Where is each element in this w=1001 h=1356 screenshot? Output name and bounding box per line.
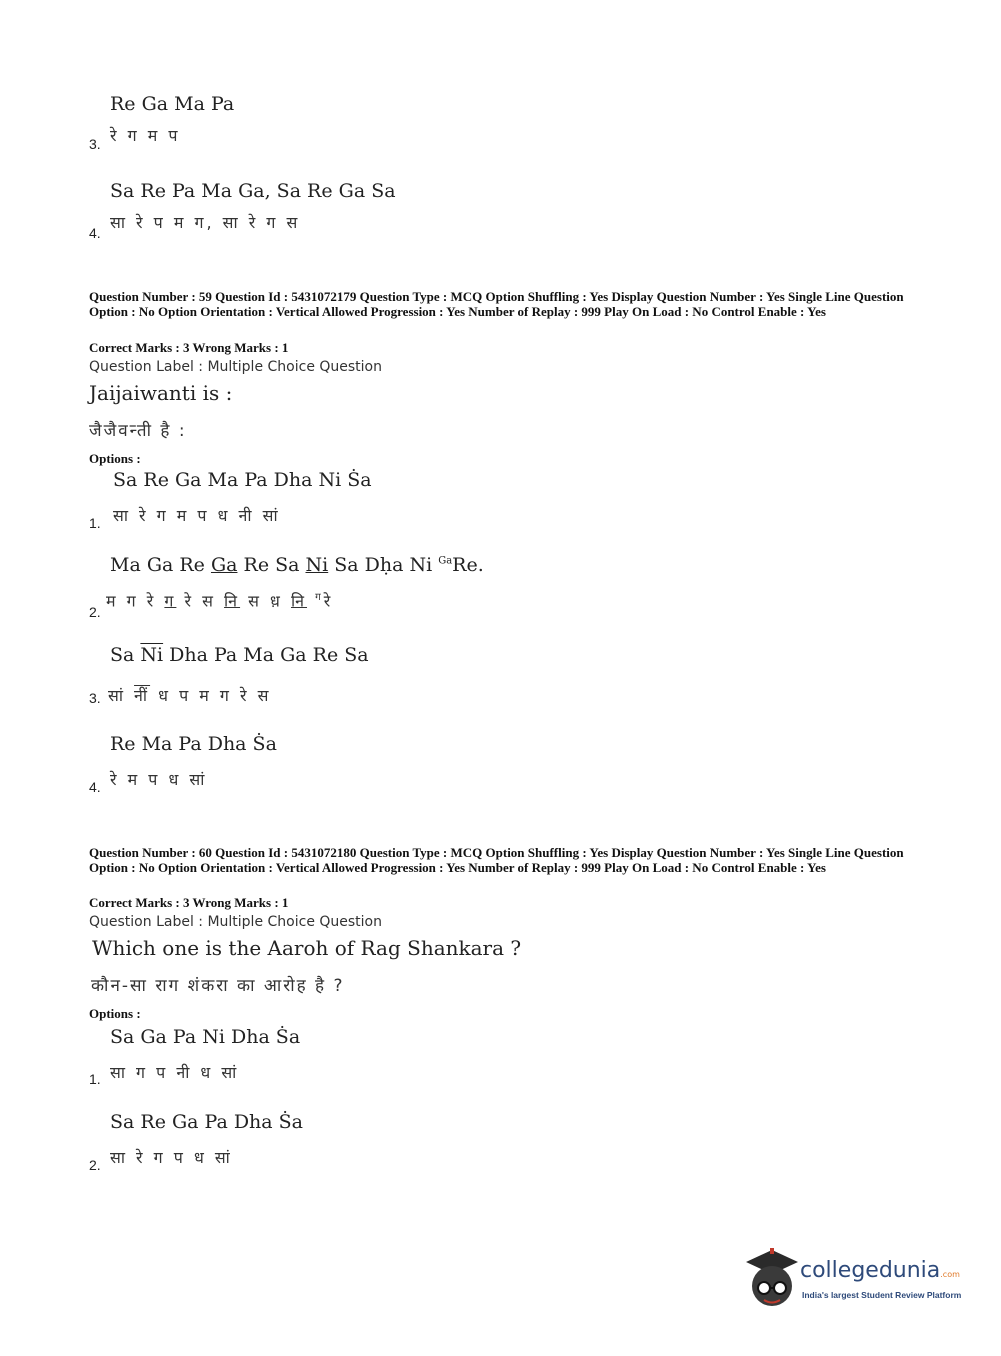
q59-option-1-number: 1. [89, 515, 101, 531]
q60-option-1-english: Sa Ga Pa Ni Dha Ṡa [110, 1026, 301, 1048]
prev-option-3-hindi: रे ग म प [110, 126, 181, 145]
q60-option-2-number: 2. [89, 1157, 101, 1173]
q59-question-english: Jaijaiwanti is : [89, 381, 233, 405]
q59-option-3-english: Sa $\overline{Ni}$ Dha Pa Ma Ga Re Sa [110, 644, 369, 666]
logo-name: collegedunia [800, 1258, 941, 1283]
prev-option-4-number: 4. [89, 225, 101, 241]
q59-option-4-number: 4. [89, 779, 101, 795]
collegedunia-logo [742, 1248, 972, 1318]
q60-label: Question Label : Multiple Choice Question [89, 914, 382, 930]
q59-option-4-english: Re Ma Pa Dha Ṡa [110, 733, 277, 755]
q59-label: Question Label : Multiple Choice Question [89, 359, 382, 375]
q60-question-hindi: कौन-सा राग शंकरा का आरोह है ? [91, 976, 345, 996]
q60-option-2-english: Sa Re Ga Pa Dha Ṡa [110, 1111, 303, 1133]
q59-option-1-english: Sa Re Ga Ma Pa Dha Ni Ṡa [113, 469, 372, 491]
q59-option-3-number: 3. [89, 690, 101, 706]
prev-option-4-hindi: सा रे प म ग, सा रे ग स [110, 213, 301, 232]
q59-option-2-number: 2. [89, 604, 101, 620]
q59-question-hindi: जैजैवन्ती है : [89, 421, 187, 441]
q59-meta: Question Number : 59 Question Id : 5431072179 Question Type : MCQ Option Shuffling : Yes Display Question Number : Yes Single Line Question Option : No Option Orientation : Vertical Allowed Progression : Yes Number of Replay : 999 Play On Load : No Control Enable : Yes [89, 289, 904, 319]
q60-meta: Question Number : 60 Question Id : 5431072180 Question Type : MCQ Option Shuffling : Yes Display Question Number : Yes Single Line Question Option : No Option Orientation : Vertical Allowed Progression : Yes Number of Replay : 999 Play On Load : No Control Enable : Yes [89, 845, 904, 875]
mascot-icon [742, 1248, 802, 1310]
q60-marks: Correct Marks : 3 Wrong Marks : 1 [89, 895, 289, 910]
logo-tagline: India's largest Student Review Platform [802, 1290, 962, 1300]
q60-option-1-number: 1. [89, 1071, 101, 1087]
q60-options-heading: Options : [89, 1006, 141, 1021]
q59-marks: Correct Marks : 3 Wrong Marks : 1 [89, 340, 289, 355]
q60-question-english: Which one is the Aaroh of Rag Shankara ? [92, 936, 522, 960]
prev-option-4-english: Sa Re Pa Ma Ga, Sa Re Ga Sa [110, 180, 396, 202]
q59-option-1-hindi: सा रे ग म प ध नी सां [113, 506, 281, 525]
prev-option-3-english: Re Ga Ma Pa [110, 93, 235, 115]
q60-option-2-hindi: सा रे ग प ध सां [110, 1148, 233, 1167]
logo-suffix: .com [940, 1270, 960, 1279]
q59-options-heading: Options : [89, 451, 141, 466]
q59-option-2-hindi: म ग रे ग रे स नि स ध़ नि $^ग$रे [106, 591, 334, 611]
q60-option-1-hindi: सा ग प नी ध सां [110, 1063, 240, 1082]
q59-option-3-hindi: सां नीं ध प म ग रे स [108, 686, 272, 705]
prev-option-3-number: 3. [89, 136, 101, 152]
q59-option-2-english: Ma Ga Re Ga Re Sa Ni Sa Dḥa Ni $^{Ga}$Re. [110, 554, 484, 576]
q59-option-4-hindi: रे म प ध सां [110, 770, 208, 789]
